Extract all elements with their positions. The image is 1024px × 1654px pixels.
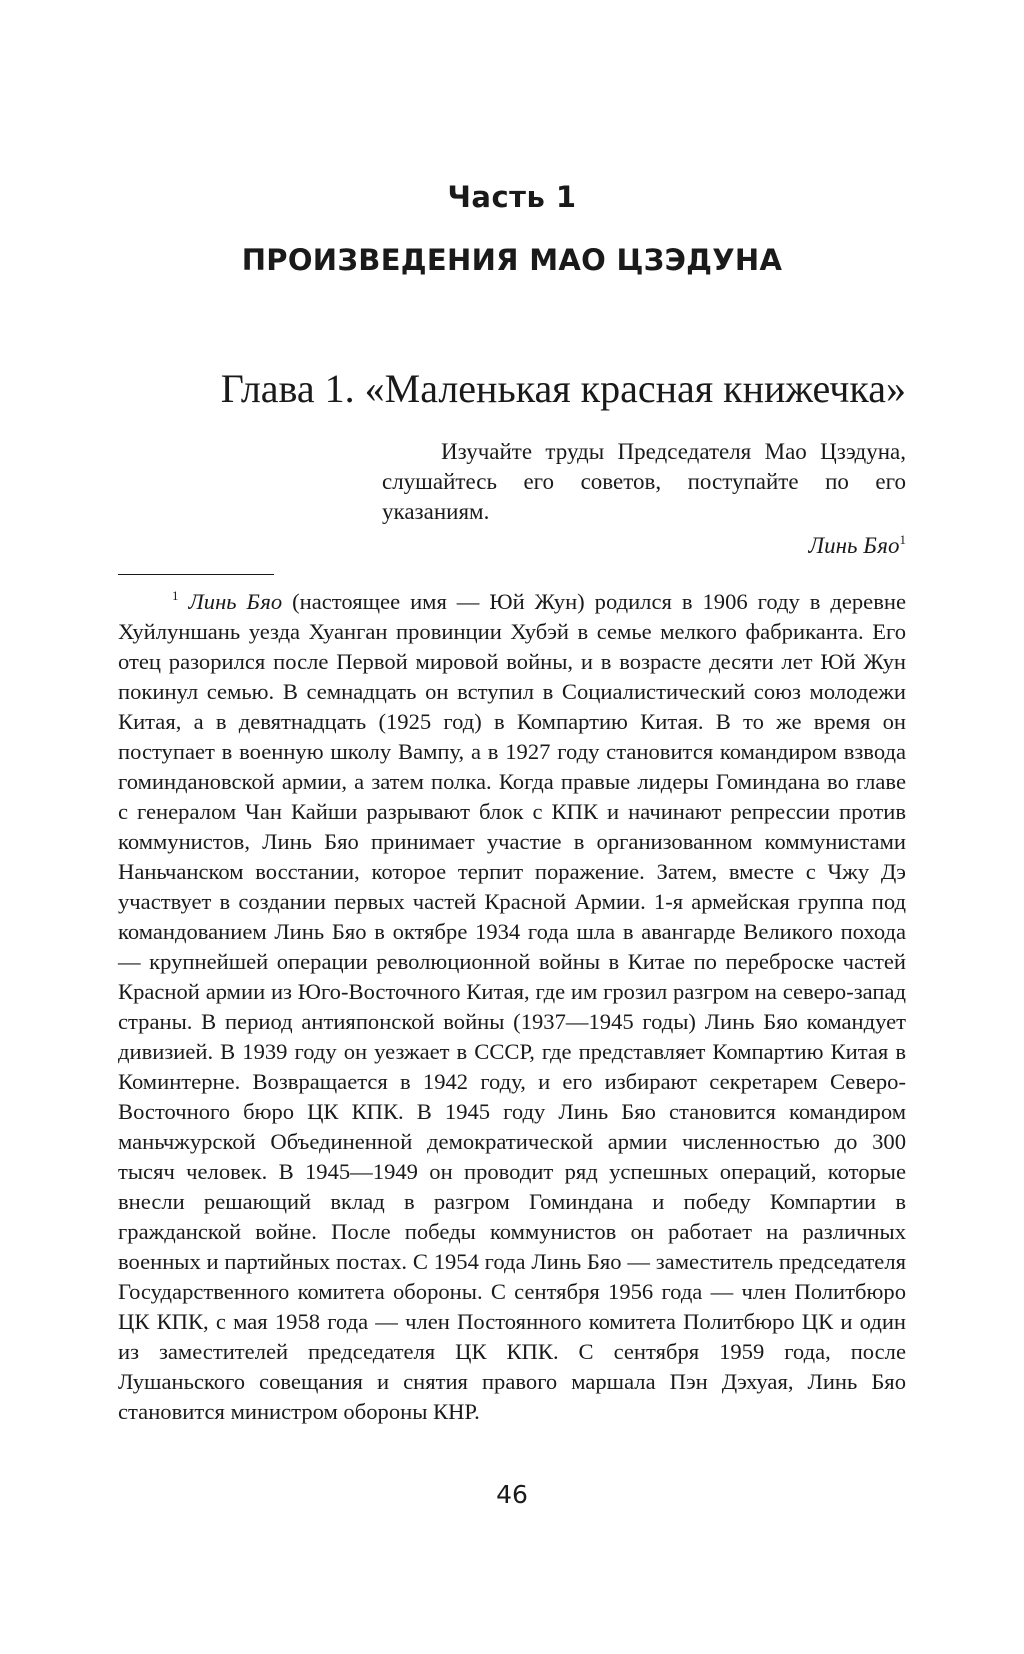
footnote-number: 1 — [172, 588, 179, 603]
part-label: Часть 1 — [447, 180, 577, 214]
footnote-text: (настоящее имя — Юй Жун) родился в 1906 году в деревне Хуйлуншань уезда Хуанган провинции Хубэй в семье мелкого фабриканта. Его отец разорился после Первой мировой войны, и в возрасте десяти лет Юй Жун покинул семью. В семнадцать он вступил в Социалистический союз молодежи Китая, а в девятнадцать (1925 год) в Компартию Китая. В то же время он поступает в военную школу Вампу, а в 1927 году становится командиром взвода гоминдановской армии, а затем полка. Когда правые лидеры Гоминдана во главе с генералом Чан Кайши разрывают блок с КПК и начинают репрессии против коммунистов, Линь Бяо принимает участие в организованном коммунистами Наньчанском восстании, которое терпит поражение. Затем, вместе с Чжу Дэ участвует в создании первых частей Красной Армии. 1-я армейская группа под командованием Линь Бяо в октябре 1934 года шла в авангарде Великого похода — крупнейшей операции революционной войны в Китае по переброске частей Красной армии из Юго-Восточного Китая, где им грозил разгром на северо-запад страны. В период антияпонской войны (1937—1945 годы) Линь Бяо командует дивизией. В 1939 году он уезжает в СССР, где представляет Компартию Китая в Коминтерне. Возвращается в 1942 году, и его избирают секретарем Северо-Восточного бюро ЦК КПК. В 1945 году Линь Бяо становится командиром маньчжурской Объединенной демократической армии численностью до 300 тысяч человек. В 1945—1949 он проводит ряд успешных операций, которые внесли решающий вклад в разгром Гоминдана и победу Компартии в гражданской войне. После победы коммунистов он работает на различных военных и партийных постах. С 1954 года Линь Бяо — заместитель председателя Государственного комитета обороны. С сентября 1956 года — член Политбюро ЦК КПК, с мая 1958 года — член Постоянного комитета Политбюро ЦК и один из заместителей председателя ЦК КПК. С сентября 1959 года, после Лушаньского совещания и снятия правого маршала Пэн Дэхуая, Линь Бяо становится министром обороны КНР. — [118, 589, 906, 1424]
page-number: 46 — [496, 1480, 528, 1509]
footnote-reference[interactable]: 1 — [899, 532, 906, 547]
chapter-title: Глава 1. «Маленькая красная книжечка» — [220, 366, 906, 411]
footnote-divider — [118, 574, 274, 575]
epigraph-text: Изучайте труды Председателя Мао Цзэдуна, слушайтесь его советов, поступайте по его указаниям. — [382, 439, 906, 524]
footnote — [118, 587, 906, 1427]
footnote-name: Линь Бяо — [188, 589, 283, 614]
epigraph-author — [809, 533, 907, 559]
epigraph-author-name: Линь Бяо — [808, 533, 900, 558]
part-title: ПРОИЗВЕДЕНИЯ МАО ЦЗЭДУНА — [241, 243, 783, 277]
